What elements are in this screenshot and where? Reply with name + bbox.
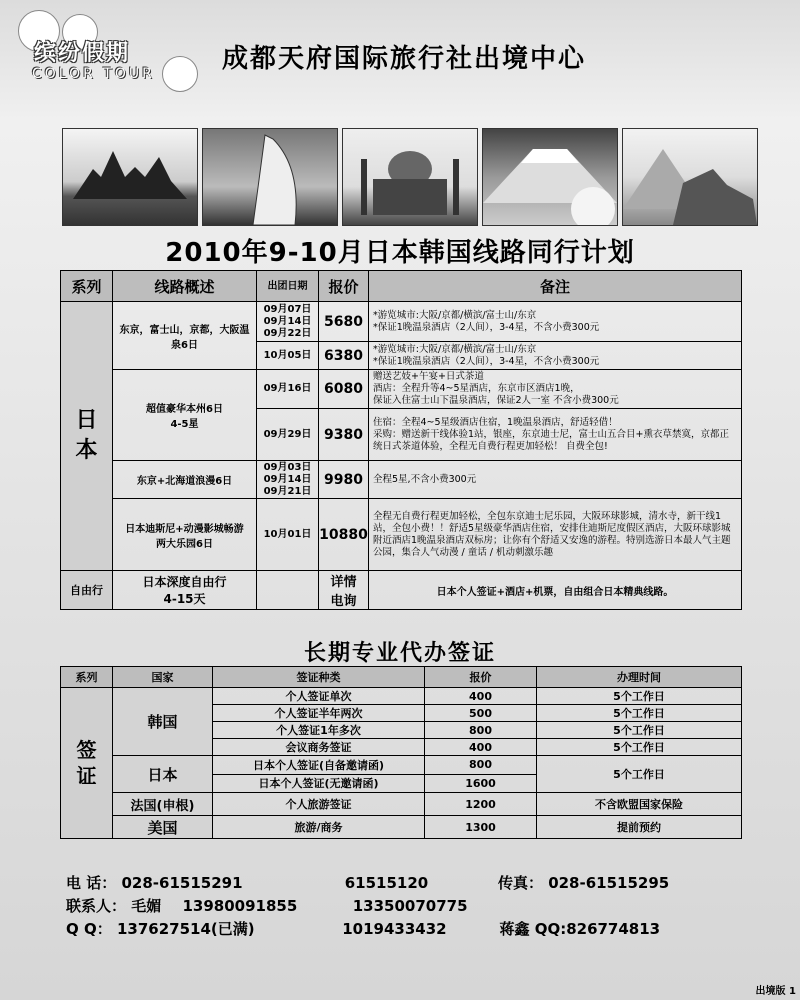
phone-1: 028-61515291 <box>121 874 243 892</box>
time-cell: 5个工作日 <box>537 705 742 722</box>
date-cell: 09月07日 09月14日 09月22日 <box>257 302 319 342</box>
note-cell: 住宿：全程4~5星级酒店住宿，1晚温泉酒店，舒适轻借！ 采购：赠送新干线体验1站，银座，东京迪士尼，富士山五合目+熏衣草禁寞，京都正统日式茶道体验，全程无自费行程更加轻松！ 自费全包! <box>369 409 742 461</box>
price-cell: 5680 <box>319 302 369 342</box>
col-price: 报价 <box>425 667 537 688</box>
visa-title: 长期专业代办签证 <box>303 641 496 666</box>
plan-table <box>60 270 742 610</box>
col-price: 报价 <box>319 271 369 302</box>
type-cell: 日本个人签证(无邀请函) <box>213 774 425 793</box>
type-cell: 旅游/商务 <box>213 816 425 839</box>
note-cell: 赠送艺妓+午宴+日式茶道 酒店：全程升等4~5星酒店，东京市区酒店1晚， 保证入住富士山下温泉酒店，保证2人一室 不含小费300元 <box>369 370 742 409</box>
route-cell: 东京+北海道浪漫6日 <box>113 461 257 499</box>
fuji-photo <box>482 128 618 226</box>
note-cell: 日本个人签证+酒店+机票，自由组合日本精典线路。 <box>369 571 742 610</box>
price-cell: 800 <box>425 722 537 739</box>
mosque-photo <box>342 128 478 226</box>
type-cell: 个人旅游签证 <box>213 793 425 816</box>
qq-2: 1019433432 <box>342 920 447 938</box>
price-cell: 9380 <box>319 409 369 461</box>
date-cell: 09月16日 <box>257 370 319 409</box>
flower-icon <box>162 56 198 92</box>
price-cell: 详情电询 <box>319 571 369 610</box>
visa-table-header <box>61 667 742 688</box>
qq-1: 137627514(已满) <box>116 920 255 938</box>
price-cell: 500 <box>425 705 537 722</box>
contact-qq-line <box>66 918 660 939</box>
fax-label: 传真： <box>497 874 543 892</box>
date-cell: 09月29日 <box>257 409 319 461</box>
series-free: 自由行 <box>61 571 113 610</box>
col-note: 备注 <box>369 271 742 302</box>
photo-strip <box>62 128 758 226</box>
col-series: 系列 <box>61 667 113 688</box>
table-row <box>61 370 742 409</box>
time-cell: 5个工作日 <box>537 739 742 756</box>
route-cell: 日本迪斯尼+动漫影城畅游两大乐园6日 <box>113 499 257 571</box>
col-time: 办理时间 <box>537 667 742 688</box>
company-name: 成都天府国际旅行社出境中心 <box>222 44 587 74</box>
col-country: 国家 <box>113 667 213 688</box>
series-japan: 日本 <box>61 302 113 571</box>
country-japan: 日本 <box>113 756 213 793</box>
country-france: 法国(申根) <box>113 793 213 816</box>
country-korea: 韩国 <box>113 688 213 756</box>
price-cell: 1600 <box>425 774 537 793</box>
table-row <box>61 499 742 571</box>
table-row <box>61 793 742 816</box>
col-series: 系列 <box>61 271 113 302</box>
price-cell: 800 <box>425 756 537 775</box>
table-row <box>61 688 742 705</box>
fax-number: 028-61515295 <box>548 874 670 892</box>
price-cell: 400 <box>425 688 537 705</box>
qq-3: QQ:826774813 <box>534 920 661 938</box>
price-cell: 9980 <box>319 461 369 499</box>
price-cell: 1300 <box>425 816 537 839</box>
angkor-photo <box>62 128 198 226</box>
burj-photo <box>202 128 338 226</box>
price-cell: 1200 <box>425 793 537 816</box>
plan-table-header <box>61 271 742 302</box>
type-cell: 个人签证1年多次 <box>213 722 425 739</box>
country-usa: 美国 <box>113 816 213 839</box>
contact-person-line <box>66 895 468 916</box>
person-label: 联系人： <box>66 897 127 915</box>
logo <box>12 10 212 90</box>
note-cell: *游览城市:大阪/京都/横滨/富士山/东京 *保证1晚温泉酒店（2人间），3-4星，不含小费300元 <box>369 302 742 342</box>
visa-table <box>60 666 742 839</box>
type-cell: 会议商务签证 <box>213 739 425 756</box>
phone-label: 电 话： <box>66 874 117 892</box>
route-cell: 东京，富士山，京都，大阪温泉6日 <box>113 302 257 370</box>
table-row <box>61 461 742 499</box>
note-cell: 全程5星,不含小费300元 <box>369 461 742 499</box>
price-cell: 6380 <box>319 342 369 370</box>
type-cell: 日本个人签证(自备邀请函) <box>213 756 425 775</box>
time-cell: 不含欧盟国家保险 <box>537 793 742 816</box>
series-visa: 签证 <box>61 688 113 839</box>
date-cell <box>257 571 319 610</box>
phone-2: 61515120 <box>344 874 429 892</box>
table-row <box>61 302 742 342</box>
sphinx-photo <box>622 128 758 226</box>
table-row <box>61 756 742 775</box>
logo-en: COLOR TOUR <box>32 66 155 82</box>
route-cell: 日本深度自由行 4-15天 <box>113 571 257 610</box>
price-cell: 400 <box>425 739 537 756</box>
col-date: 出团日期 <box>257 271 319 302</box>
type-cell: 个人签证半年两次 <box>213 705 425 722</box>
time-cell: 5个工作日 <box>537 756 742 793</box>
price-cell: 10880 <box>319 499 369 571</box>
qq-label: Q Q： <box>66 920 112 938</box>
page-footer: 出境版 1 <box>755 986 796 997</box>
mobile-2: 13350070775 <box>352 897 468 915</box>
logo-cn: 缤纷假期 <box>34 41 131 66</box>
date-cell: 09月03日 09月14日 09月21日 <box>257 461 319 499</box>
table-row <box>61 816 742 839</box>
time-cell: 5个工作日 <box>537 722 742 739</box>
col-type: 签证种类 <box>213 667 425 688</box>
col-route: 线路概述 <box>113 271 257 302</box>
time-cell: 5个工作日 <box>537 688 742 705</box>
note-cell: 全程无自费行程更加轻松，全包东京迪士尼乐园，大阪环球影城，清水寺，新干线1站，全包小费！！舒适5星级豪华酒店住宿，安排住迪斯尼度假区酒店，大阪环球影城附近酒店1晚温泉酒店双标房；让你有个舒适又安逸的游程。特别选游日本最人气主题公园，集合人气动漫 / 童话 / 机动刺激乐趣 <box>369 499 742 571</box>
time-cell: 提前预约 <box>537 816 742 839</box>
table-row <box>61 571 742 610</box>
type-cell: 个人签证单次 <box>213 688 425 705</box>
date-cell: 10月05日 <box>257 342 319 370</box>
person-name: 毛媚 <box>131 897 162 915</box>
contact-phone-line <box>66 872 669 893</box>
qq-3-name: 蒋鑫 <box>499 920 530 938</box>
price-cell: 6080 <box>319 370 369 409</box>
mobile-1: 13980091855 <box>182 897 298 915</box>
date-cell: 10月01日 <box>257 499 319 571</box>
plan-title: 2010年9-10月日本韩国线路同行计划 <box>165 238 635 268</box>
note-cell: *游览城市:大阪/京都/横滨/富士山/东京 *保证1晚温泉酒店（2人间），3-4星，不含小费300元 <box>369 342 742 370</box>
route-cell: 超值豪华本州6日 4-5星 <box>113 370 257 461</box>
